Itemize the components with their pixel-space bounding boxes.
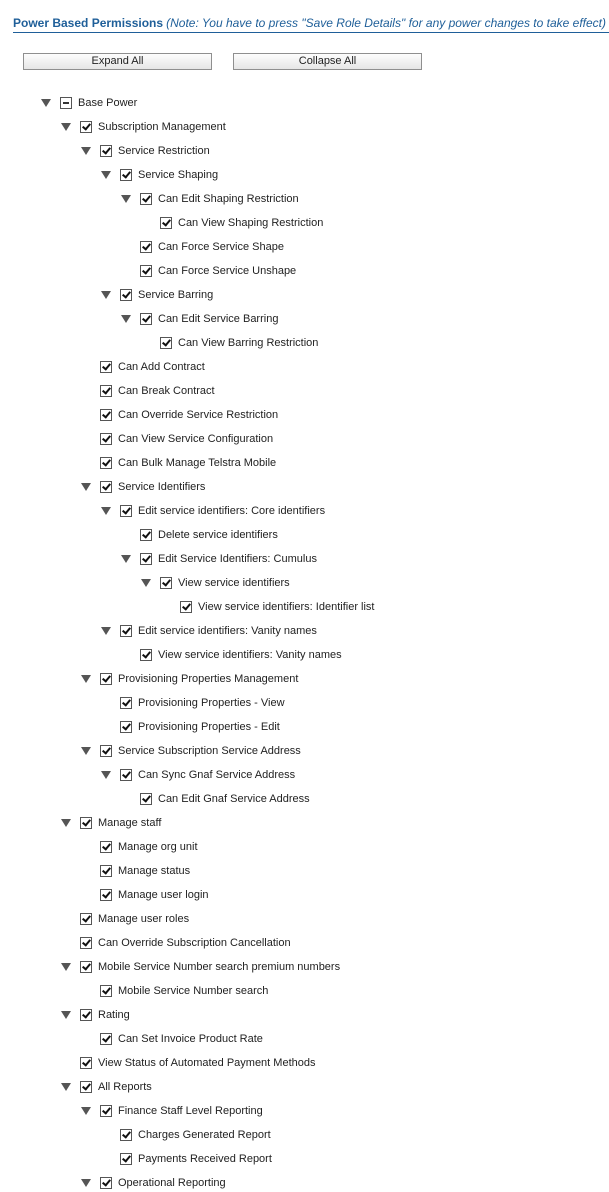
- tree-node: [0, 912, 609, 928]
- tree-node-label: Service Subscription Service Address: [118, 745, 301, 757]
- checkbox-checked-icon[interactable]: [140, 649, 152, 661]
- expand-toggle-icon[interactable]: [81, 483, 91, 491]
- checkbox-checked-icon[interactable]: [120, 625, 132, 637]
- checkbox-checked-icon[interactable]: [100, 481, 112, 493]
- tree-node: [0, 1128, 609, 1144]
- expand-toggle-icon[interactable]: [101, 627, 111, 635]
- tree-node-label: Manage user roles: [98, 913, 190, 925]
- tree-node: [0, 1008, 609, 1024]
- tree-node: [0, 768, 609, 784]
- tree-node: [0, 936, 609, 952]
- expand-toggle-icon[interactable]: [61, 1011, 71, 1019]
- tree-node-label: View service identifiers: [178, 577, 290, 589]
- tree-node-label: Provisioning Properties Management: [118, 673, 299, 685]
- tree-node-label: Edit Service Identifiers: Cumulus: [158, 553, 317, 565]
- tree-node: [0, 336, 609, 352]
- tree-node-label: Can View Service Configuration: [118, 433, 274, 445]
- tree-node-label: Rating: [98, 1009, 130, 1021]
- checkbox-checked-icon[interactable]: [80, 913, 92, 925]
- expand-toggle-icon[interactable]: [61, 123, 71, 131]
- tree-node-label: Manage staff: [98, 817, 162, 829]
- tree-node-label: Edit service identifiers: Vanity names: [138, 625, 317, 637]
- tree-node: [0, 1080, 609, 1096]
- tree-node: [0, 552, 609, 568]
- checkbox-checked-icon[interactable]: [100, 1177, 112, 1189]
- tree-node-label: Can Add Contract: [118, 361, 205, 373]
- checkbox-checked-icon[interactable]: [100, 985, 112, 997]
- checkbox-checked-icon[interactable]: [100, 457, 112, 469]
- checkbox-checked-icon[interactable]: [140, 553, 152, 565]
- expand-all-button[interactable]: Expand All: [23, 53, 212, 70]
- tree-node: [0, 1176, 609, 1192]
- checkbox-checked-icon[interactable]: [140, 529, 152, 541]
- checkbox-checked-icon[interactable]: [80, 121, 92, 133]
- checkbox-checked-icon[interactable]: [100, 409, 112, 421]
- tree-node-label: Can View Shaping Restriction: [178, 217, 324, 229]
- checkbox-checked-icon[interactable]: [120, 769, 132, 781]
- tree-node-label: Can Edit Shaping Restriction: [158, 193, 299, 205]
- tree-node-label: Mobile Service Number search: [118, 985, 269, 997]
- tree-node: [0, 96, 609, 112]
- checkbox-checked-icon[interactable]: [80, 961, 92, 973]
- tree-node-label: Finance Staff Level Reporting: [118, 1105, 263, 1117]
- checkbox-checked-icon[interactable]: [140, 793, 152, 805]
- tree-node: [0, 816, 609, 832]
- tree-node: [0, 648, 609, 664]
- tree-node-label: Can Bulk Manage Telstra Mobile: [118, 457, 277, 469]
- checkbox-checked-icon[interactable]: [140, 265, 152, 277]
- expand-toggle-icon[interactable]: [81, 1179, 91, 1187]
- tree-node-label: All Reports: [98, 1081, 152, 1093]
- tree-node-label: Manage org unit: [118, 841, 198, 853]
- tree-node: [0, 1032, 609, 1048]
- checkbox-checked-icon[interactable]: [120, 169, 132, 181]
- tree-node-label: Payments Received Report: [138, 1153, 272, 1165]
- tree-node-label: Subscription Management: [98, 121, 226, 133]
- checkbox-checked-icon[interactable]: [120, 289, 132, 301]
- tree-node-label: Service Restriction: [118, 145, 210, 157]
- expand-toggle-icon[interactable]: [61, 1083, 71, 1091]
- tree-node-label: Can Edit Service Barring: [158, 313, 279, 325]
- checkbox-checked-icon[interactable]: [80, 1057, 92, 1069]
- tree-node: [0, 360, 609, 376]
- expand-toggle-icon[interactable]: [121, 315, 131, 323]
- tree-node: [0, 192, 609, 208]
- checkbox-checked-icon[interactable]: [100, 673, 112, 685]
- tree-node: [0, 288, 609, 304]
- tree-node-label: Provisioning Properties - View: [138, 697, 285, 709]
- checkbox-checked-icon[interactable]: [140, 193, 152, 205]
- tree-node-label: View Status of Automated Payment Methods: [98, 1057, 316, 1069]
- tree-node-label: Service Identifiers: [118, 481, 206, 493]
- tree-node-label: Base Power: [78, 97, 138, 109]
- checkbox-checked-icon[interactable]: [160, 217, 172, 229]
- checkbox-checked-icon[interactable]: [100, 1033, 112, 1045]
- tree-node-label: View service identifiers: Vanity names: [158, 649, 342, 661]
- checkbox-checked-icon[interactable]: [100, 1105, 112, 1117]
- checkbox-checked-icon[interactable]: [140, 313, 152, 325]
- checkbox-checked-icon[interactable]: [120, 1153, 132, 1165]
- tree-node: [0, 792, 609, 808]
- checkbox-checked-icon[interactable]: [100, 433, 112, 445]
- tree-node: [0, 1056, 609, 1072]
- checkbox-checked-icon[interactable]: [100, 145, 112, 157]
- tree-node: [0, 672, 609, 688]
- tree-node: [0, 840, 609, 856]
- tree-node-label: Delete service identifiers: [158, 529, 278, 541]
- tree-node-label: Can Edit Gnaf Service Address: [158, 793, 310, 805]
- tree-node: [0, 984, 609, 1000]
- tree-node: [0, 744, 609, 760]
- checkbox-checked-icon[interactable]: [160, 577, 172, 589]
- collapse-all-button[interactable]: Collapse All: [233, 53, 422, 70]
- checkbox-checked-icon[interactable]: [100, 889, 112, 901]
- tree-node: [0, 120, 609, 136]
- expand-toggle-icon[interactable]: [61, 963, 71, 971]
- tree-node-label: Can Override Subscription Cancellation: [98, 937, 291, 949]
- tree-node: [0, 408, 609, 424]
- checkbox-checked-icon[interactable]: [80, 817, 92, 829]
- tree-node: [0, 144, 609, 160]
- tree-node: [0, 720, 609, 736]
- checkbox-checked-icon[interactable]: [140, 241, 152, 253]
- tree-node: [0, 1104, 609, 1120]
- checkbox-checked-icon[interactable]: [100, 841, 112, 853]
- expand-toggle-icon[interactable]: [101, 507, 111, 515]
- checkbox-checked-icon[interactable]: [80, 1081, 92, 1093]
- checkbox-checked-icon[interactable]: [80, 937, 92, 949]
- tree-node: [0, 600, 609, 616]
- tree-node: [0, 888, 609, 904]
- tree-node-label: Can View Barring Restriction: [178, 337, 319, 349]
- expand-toggle-icon[interactable]: [81, 1107, 91, 1115]
- expand-toggle-icon[interactable]: [81, 675, 91, 683]
- tree-node-label: View service identifiers: Identifier list: [198, 601, 375, 613]
- section-title: Power Based Permissions: [13, 16, 164, 30]
- tree-node: [0, 432, 609, 448]
- tree-node: [0, 216, 609, 232]
- checkbox-checked-icon[interactable]: [100, 361, 112, 373]
- expand-toggle-icon[interactable]: [41, 99, 51, 107]
- tree-node: [0, 168, 609, 184]
- tree-node: [0, 456, 609, 472]
- checkbox-checked-icon[interactable]: [80, 1009, 92, 1021]
- tree-node: [0, 864, 609, 880]
- checkbox-checked-icon[interactable]: [180, 601, 192, 613]
- tree-node: [0, 504, 609, 520]
- checkbox-checked-icon[interactable]: [120, 721, 132, 733]
- tree-node-label: Manage status: [118, 865, 191, 877]
- checkbox-checked-icon[interactable]: [100, 385, 112, 397]
- checkbox-checked-icon[interactable]: [120, 505, 132, 517]
- tree-node-label: Service Shaping: [138, 169, 219, 181]
- tree-node-label: Can Sync Gnaf Service Address: [138, 769, 296, 781]
- tree-node-label: Provisioning Properties - Edit: [138, 721, 280, 733]
- tree-node: [0, 696, 609, 712]
- tree-node-label: Edit service identifiers: Core identifiers: [138, 505, 326, 517]
- tree-node: [0, 312, 609, 328]
- checkbox-checked-icon[interactable]: [100, 865, 112, 877]
- expand-toggle-icon[interactable]: [101, 771, 111, 779]
- tree-node: [0, 576, 609, 592]
- tree-node-label: Can Break Contract: [118, 385, 215, 397]
- expand-toggle-icon[interactable]: [101, 291, 111, 299]
- tree-node: [0, 240, 609, 256]
- expand-toggle-icon[interactable]: [141, 579, 151, 587]
- tree-node: [0, 384, 609, 400]
- checkbox-checked-icon[interactable]: [160, 337, 172, 349]
- tree-node-label: Mobile Service Number search premium numbers: [98, 961, 341, 973]
- expand-toggle-icon[interactable]: [121, 195, 131, 203]
- tree-node-label: Can Set Invoice Product Rate: [118, 1033, 263, 1045]
- tree-node-label: Can Force Service Shape: [158, 241, 284, 253]
- expand-toggle-icon[interactable]: [81, 747, 91, 755]
- checkbox-checked-icon[interactable]: [120, 1129, 132, 1141]
- expand-toggle-icon[interactable]: [61, 819, 71, 827]
- tree-node-label: Can Force Service Unshape: [158, 265, 297, 277]
- expand-toggle-icon[interactable]: [121, 555, 131, 563]
- tree-node-label: Operational Reporting: [118, 1177, 226, 1189]
- tree-node: [0, 624, 609, 640]
- expand-toggle-icon[interactable]: [101, 171, 111, 179]
- tree-node: [0, 264, 609, 280]
- tree-node-label: Can Override Service Restriction: [118, 409, 279, 421]
- section-note: (Note: You have to press "Save Role Details" for any power changes to take effect): [166, 16, 607, 30]
- checkbox-checked-icon[interactable]: [100, 745, 112, 757]
- tree-node-label: Service Barring: [138, 289, 214, 301]
- expand-toggle-icon[interactable]: [81, 147, 91, 155]
- checkbox-checked-icon[interactable]: [120, 697, 132, 709]
- tree-node: [0, 480, 609, 496]
- tree-node-label: Manage user login: [118, 889, 209, 901]
- tree-node: [0, 528, 609, 544]
- tree-node: [0, 1152, 609, 1168]
- checkbox-partial-icon[interactable]: [60, 97, 72, 109]
- tree-node: [0, 960, 609, 976]
- tree-node-label: Charges Generated Report: [138, 1129, 271, 1141]
